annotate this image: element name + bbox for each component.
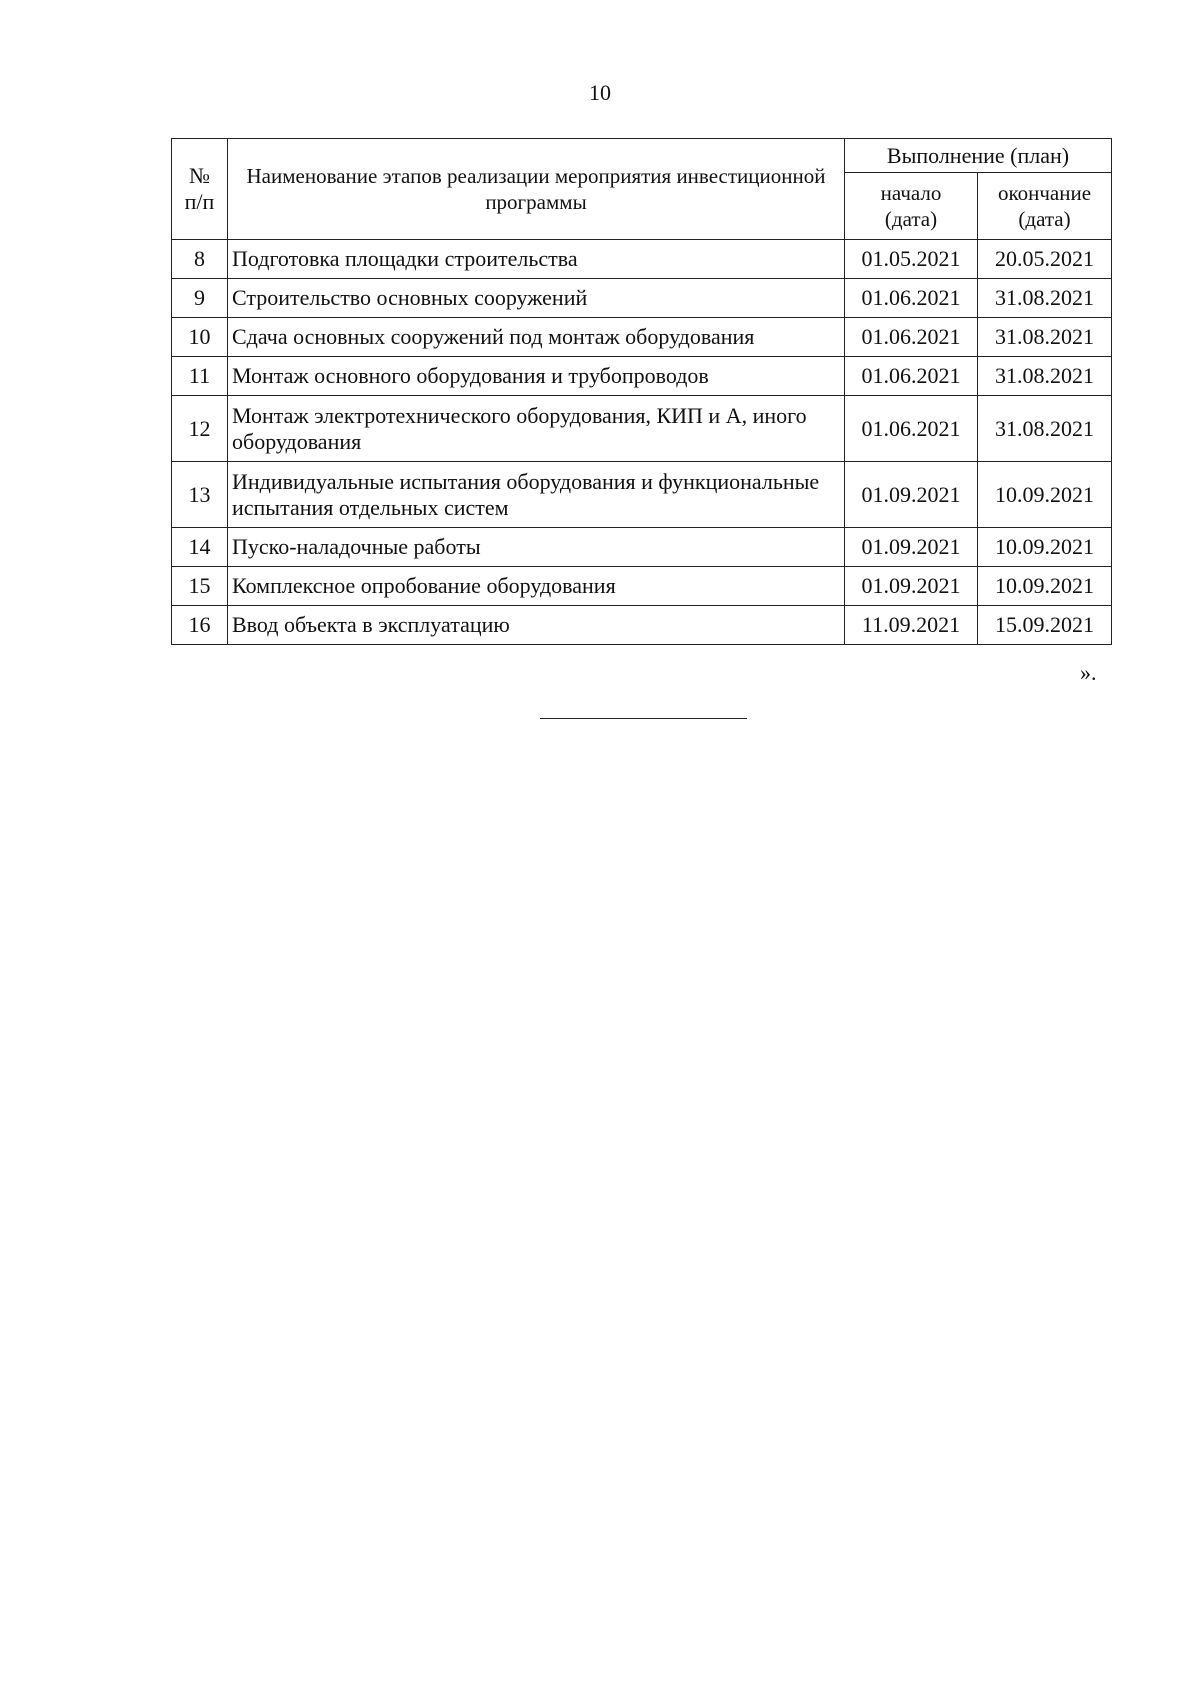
header-start-date bbox=[845, 173, 978, 240]
row-end-date: 10.09.2021 bbox=[978, 462, 1112, 528]
table-row bbox=[172, 462, 1112, 528]
row-end-date: 31.08.2021 bbox=[978, 318, 1112, 357]
header-number bbox=[172, 139, 228, 240]
row-number: 15 bbox=[172, 567, 228, 606]
row-number: 11 bbox=[172, 357, 228, 396]
table-row bbox=[172, 279, 1112, 318]
row-number: 14 bbox=[172, 528, 228, 567]
row-start-date: 01.09.2021 bbox=[845, 528, 978, 567]
page-number: 10 bbox=[589, 80, 611, 105]
end-separator-line bbox=[540, 718, 747, 719]
header-start-date-label: начало (дата) bbox=[880, 181, 942, 231]
row-start-date: 01.06.2021 bbox=[845, 279, 978, 318]
row-end-date: 10.09.2021 bbox=[978, 528, 1112, 567]
header-execution-plan bbox=[845, 139, 1112, 173]
row-stage-name: Индивидуальные испытания оборудования и функциональные испытания отдельных систем bbox=[228, 462, 845, 528]
row-end-date: 10.09.2021 bbox=[978, 567, 1112, 606]
row-start-date: 01.06.2021 bbox=[845, 396, 978, 462]
row-end-date: 20.05.2021 bbox=[978, 240, 1112, 279]
row-start-date: 01.09.2021 bbox=[845, 567, 978, 606]
row-stage-name: Пуско-наладочные работы bbox=[228, 528, 845, 567]
row-number: 9 bbox=[172, 279, 228, 318]
header-end-date-label: окончание (дата) bbox=[997, 181, 1092, 231]
schedule-table bbox=[171, 138, 1112, 645]
row-stage-name: Комплексное опробование оборудования bbox=[228, 567, 845, 606]
row-start-date: 01.05.2021 bbox=[845, 240, 978, 279]
row-stage-name: Монтаж основного оборудования и трубопроводов bbox=[228, 357, 845, 396]
row-stage-name: Сдача основных сооружений под монтаж оборудования bbox=[228, 318, 845, 357]
header-end-date bbox=[978, 173, 1112, 240]
row-end-date: 15.09.2021 bbox=[978, 606, 1112, 645]
header-number-label: № п/п bbox=[184, 163, 215, 214]
row-number: 12 bbox=[172, 396, 228, 462]
row-start-date: 01.09.2021 bbox=[845, 462, 978, 528]
row-number: 13 bbox=[172, 462, 228, 528]
closing-quote: ». bbox=[1080, 660, 1097, 685]
table-row bbox=[172, 318, 1112, 357]
table-row bbox=[172, 357, 1112, 396]
row-start-date: 11.09.2021 bbox=[845, 606, 978, 645]
table-row bbox=[172, 396, 1112, 462]
row-start-date: 01.06.2021 bbox=[845, 318, 978, 357]
row-start-date: 01.06.2021 bbox=[845, 357, 978, 396]
row-stage-name: Подготовка площадки строительства bbox=[228, 240, 845, 279]
row-end-date: 31.08.2021 bbox=[978, 279, 1112, 318]
row-end-date: 31.08.2021 bbox=[978, 357, 1112, 396]
header-stage-name-label: Наименование этапов реализации мероприятия инвестиционной программы bbox=[246, 164, 826, 214]
row-end-date: 31.08.2021 bbox=[978, 396, 1112, 462]
row-number: 8 bbox=[172, 240, 228, 279]
table-row bbox=[172, 240, 1112, 279]
row-stage-name: Ввод объекта в эксплуатацию bbox=[228, 606, 845, 645]
header-execution-plan-label: Выполнение (план) bbox=[886, 142, 1070, 168]
table-row bbox=[172, 528, 1112, 567]
row-stage-name: Монтаж электротехнического оборудования, КИП и А, иного оборудования bbox=[228, 396, 845, 462]
row-number: 10 bbox=[172, 318, 228, 357]
table-row bbox=[172, 606, 1112, 645]
table-row bbox=[172, 567, 1112, 606]
row-number: 16 bbox=[172, 606, 228, 645]
row-stage-name: Строительство основных сооружений bbox=[228, 279, 845, 318]
header-stage-name bbox=[228, 139, 845, 240]
